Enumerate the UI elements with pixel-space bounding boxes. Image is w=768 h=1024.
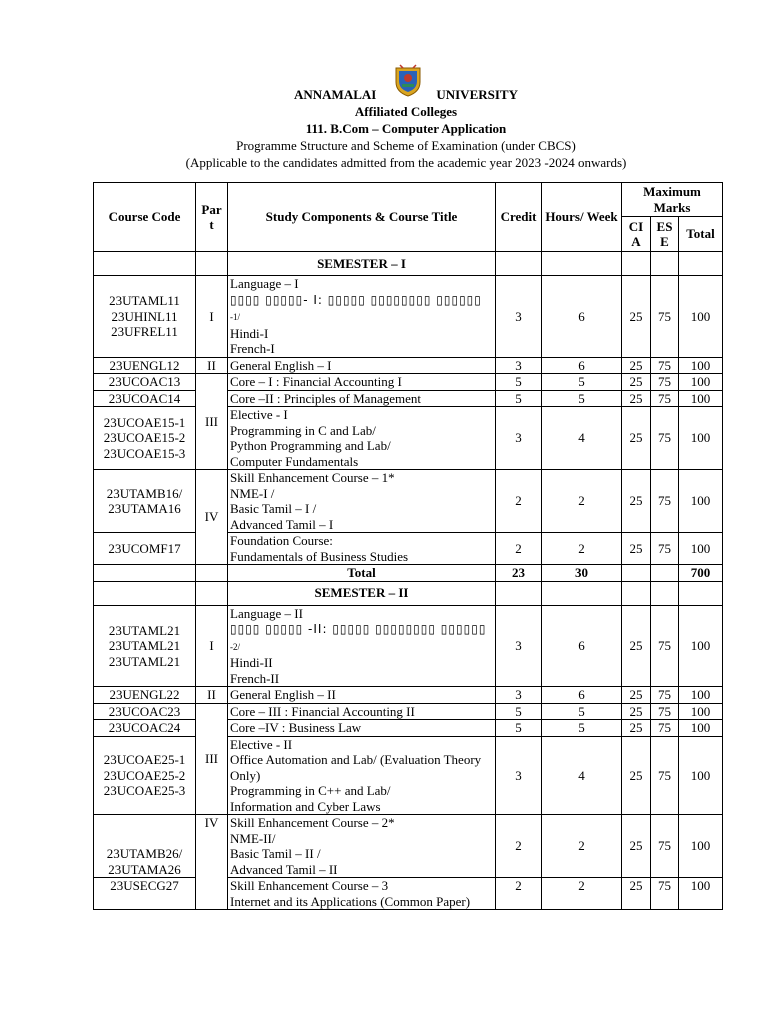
semester-row	[94, 581, 723, 605]
credit: 5	[496, 374, 542, 391]
col-hours-week: Hours/ Week	[542, 183, 622, 252]
course-title: Foundation Course: Fundamentals of Business Studies	[228, 533, 496, 565]
course-title: General English – I	[228, 357, 496, 374]
course-code: 23UCOAC14	[94, 390, 196, 407]
cia: 25	[622, 470, 651, 533]
semester-title: SEMESTER – I	[228, 252, 496, 276]
part: II	[196, 687, 228, 704]
course-code: 23UENGL12	[94, 357, 196, 374]
university-name: ANNAMALAI UNIVERSITY	[294, 87, 518, 102]
table-row	[94, 374, 723, 391]
cia: 25	[622, 374, 651, 391]
cia: 25	[622, 407, 651, 470]
cia: 25	[622, 736, 651, 815]
course-title: Skill Enhancement Course – 1* NME-I / Basic Tamil – I / Advanced Tamil – I	[228, 470, 496, 533]
credit: 2	[496, 878, 542, 910]
ese: 75	[651, 407, 679, 470]
course-title: Language – I ▯▯▯▯ ▯▯▯▯▯- I: ▯▯▯▯▯ ▯▯▯▯▯▯▯▯ ▯▯▯▯▯▯ -1/ Hindi-I French-I	[228, 276, 496, 358]
part: I	[196, 605, 228, 687]
hours: 2	[542, 533, 622, 565]
course-title: Elective - II Office Automation and Lab/ (Evaluation Theory Only) Programming in C++ and Lab/ Information and Cyber Laws	[228, 736, 496, 815]
programme-structure: Programme Structure and Scheme of Examination (under CBCS)	[236, 138, 576, 153]
course-code: 23UCOAC23	[94, 703, 196, 720]
ese: 75	[651, 815, 679, 878]
hours: 6	[542, 357, 622, 374]
cia: 25	[622, 390, 651, 407]
col-course-code: Course Code	[94, 183, 196, 252]
course-code: 23UTAML21 23UTAML21 23UTAML21	[94, 605, 196, 687]
table-row	[94, 878, 723, 910]
ese: 75	[651, 605, 679, 687]
credit: 3	[496, 407, 542, 470]
hours: 5	[542, 720, 622, 737]
table-row	[94, 533, 723, 565]
table-row	[94, 687, 723, 704]
course-code: 23UCOAC24	[94, 720, 196, 737]
cia: 25	[622, 815, 651, 878]
total: 100	[679, 357, 723, 374]
total-hours: 30	[542, 565, 622, 582]
course-title: Language – II ▯▯▯▯ ▯▯▯▯▯ -II: ▯▯▯▯▯ ▯▯▯▯▯▯▯▯ ▯▯▯▯▯▯ -2/ Hindi-II French-II	[228, 605, 496, 687]
cia: 25	[622, 533, 651, 565]
total: 100	[679, 736, 723, 815]
hours: 5	[542, 703, 622, 720]
total: 100	[679, 390, 723, 407]
col-ese: ES E	[651, 217, 679, 252]
total-marks: 700	[679, 565, 723, 582]
col-study-components: Study Components & Course Title	[228, 183, 496, 252]
total: 100	[679, 703, 723, 720]
total: 100	[679, 407, 723, 470]
cia: 25	[622, 357, 651, 374]
ese: 75	[651, 720, 679, 737]
cia: 25	[622, 720, 651, 737]
total: 100	[679, 605, 723, 687]
credit: 3	[496, 687, 542, 704]
col-cia: CI A	[622, 217, 651, 252]
credit: 3	[496, 276, 542, 358]
total: 100	[679, 276, 723, 358]
hours: 5	[542, 374, 622, 391]
course-title: Core – III : Financial Accounting II	[228, 703, 496, 720]
course-code: 23UTAMB16/ 23UTAMA16	[94, 470, 196, 533]
credit: 2	[496, 470, 542, 533]
table-row	[94, 720, 723, 737]
total-label: Total	[228, 565, 496, 582]
course-title: General English – II	[228, 687, 496, 704]
cia: 25	[622, 703, 651, 720]
total-credit: 23	[496, 565, 542, 582]
total: 100	[679, 878, 723, 910]
total: 100	[679, 720, 723, 737]
col-credit: Credit	[496, 183, 542, 252]
hours: 5	[542, 390, 622, 407]
col-total: Total	[679, 217, 723, 252]
course-title: Core – I : Financial Accounting I	[228, 374, 496, 391]
total: 100	[679, 687, 723, 704]
hours: 6	[542, 605, 622, 687]
course-title: Core –II : Principles of Management	[228, 390, 496, 407]
ese: 75	[651, 687, 679, 704]
hours: 2	[542, 878, 622, 910]
programme-title: 111. B.Com – Computer Application	[305, 121, 507, 136]
ese: 75	[651, 390, 679, 407]
course-code: 23UCOAE15-1 23UCOAE15-2 23UCOAE15-3	[94, 407, 196, 470]
table-row	[94, 605, 723, 687]
cia: 25	[622, 687, 651, 704]
credit: 2	[496, 533, 542, 565]
total: 100	[679, 374, 723, 391]
credit: 5	[496, 390, 542, 407]
course-code: 23USECG27	[94, 878, 196, 910]
ese: 75	[651, 736, 679, 815]
ese: 75	[651, 276, 679, 358]
ese: 75	[651, 470, 679, 533]
table-row	[94, 736, 723, 815]
semester-row	[94, 252, 723, 276]
table-row	[94, 276, 723, 358]
table-row	[94, 815, 723, 878]
course-title: Skill Enhancement Course – 3 Internet and its Applications (Common Paper)	[228, 878, 496, 910]
hours: 6	[542, 687, 622, 704]
hours: 4	[542, 736, 622, 815]
part: IV	[196, 815, 228, 910]
total: 100	[679, 470, 723, 533]
affiliated-colleges: Affiliated Colleges	[354, 104, 458, 119]
credit: 3	[496, 605, 542, 687]
course-code: 23UTAML11 23UHINL11 23UFREL11	[94, 276, 196, 358]
total-row	[94, 565, 723, 582]
hours: 4	[542, 407, 622, 470]
ese: 75	[651, 533, 679, 565]
ese: 75	[651, 357, 679, 374]
course-title: Skill Enhancement Course – 2* NME-II/ Basic Tamil – II / Advanced Tamil – II	[228, 815, 496, 878]
course-code: 23UCOMF17	[94, 533, 196, 565]
credit: 3	[496, 357, 542, 374]
course-code: 23UTAMB26/ 23UTAMA26	[94, 815, 196, 878]
course-title: Core –IV : Business Law	[228, 720, 496, 737]
credit: 2	[496, 815, 542, 878]
hours: 2	[542, 470, 622, 533]
part: III	[196, 703, 228, 815]
scheme-table	[93, 182, 723, 910]
table-row	[94, 407, 723, 470]
hours: 2	[542, 815, 622, 878]
table-row	[94, 357, 723, 374]
cia: 25	[622, 605, 651, 687]
table-row	[94, 470, 723, 533]
ese: 75	[651, 703, 679, 720]
credit: 5	[496, 703, 542, 720]
table-row	[94, 703, 723, 720]
part: II	[196, 357, 228, 374]
ese: 75	[651, 878, 679, 910]
cia: 25	[622, 878, 651, 910]
col-maximum-marks: Maximum Marks	[622, 183, 723, 217]
credit: 3	[496, 736, 542, 815]
part: I	[196, 276, 228, 358]
part: IV	[196, 470, 228, 565]
table-row	[94, 390, 723, 407]
col-part: Par t	[196, 183, 228, 252]
total: 100	[679, 815, 723, 878]
document-header	[0, 86, 768, 171]
course-code: 23UENGL22	[94, 687, 196, 704]
cia: 25	[622, 276, 651, 358]
ese: 75	[651, 374, 679, 391]
total: 100	[679, 533, 723, 565]
hours: 6	[542, 276, 622, 358]
applicability-note: (Applicable to the candidates admitted from the academic year 2023 -2024 onwards)	[185, 155, 627, 170]
course-code: 23UCOAC13	[94, 374, 196, 391]
credit: 5	[496, 720, 542, 737]
semester-title: SEMESTER – II	[228, 581, 496, 605]
course-code: 23UCOAE25-1 23UCOAE25-2 23UCOAE25-3	[94, 736, 196, 815]
part: III	[196, 374, 228, 470]
course-title: Elective - I Programming in C and Lab/ Python Programming and Lab/ Computer Fundamentals	[228, 407, 496, 470]
